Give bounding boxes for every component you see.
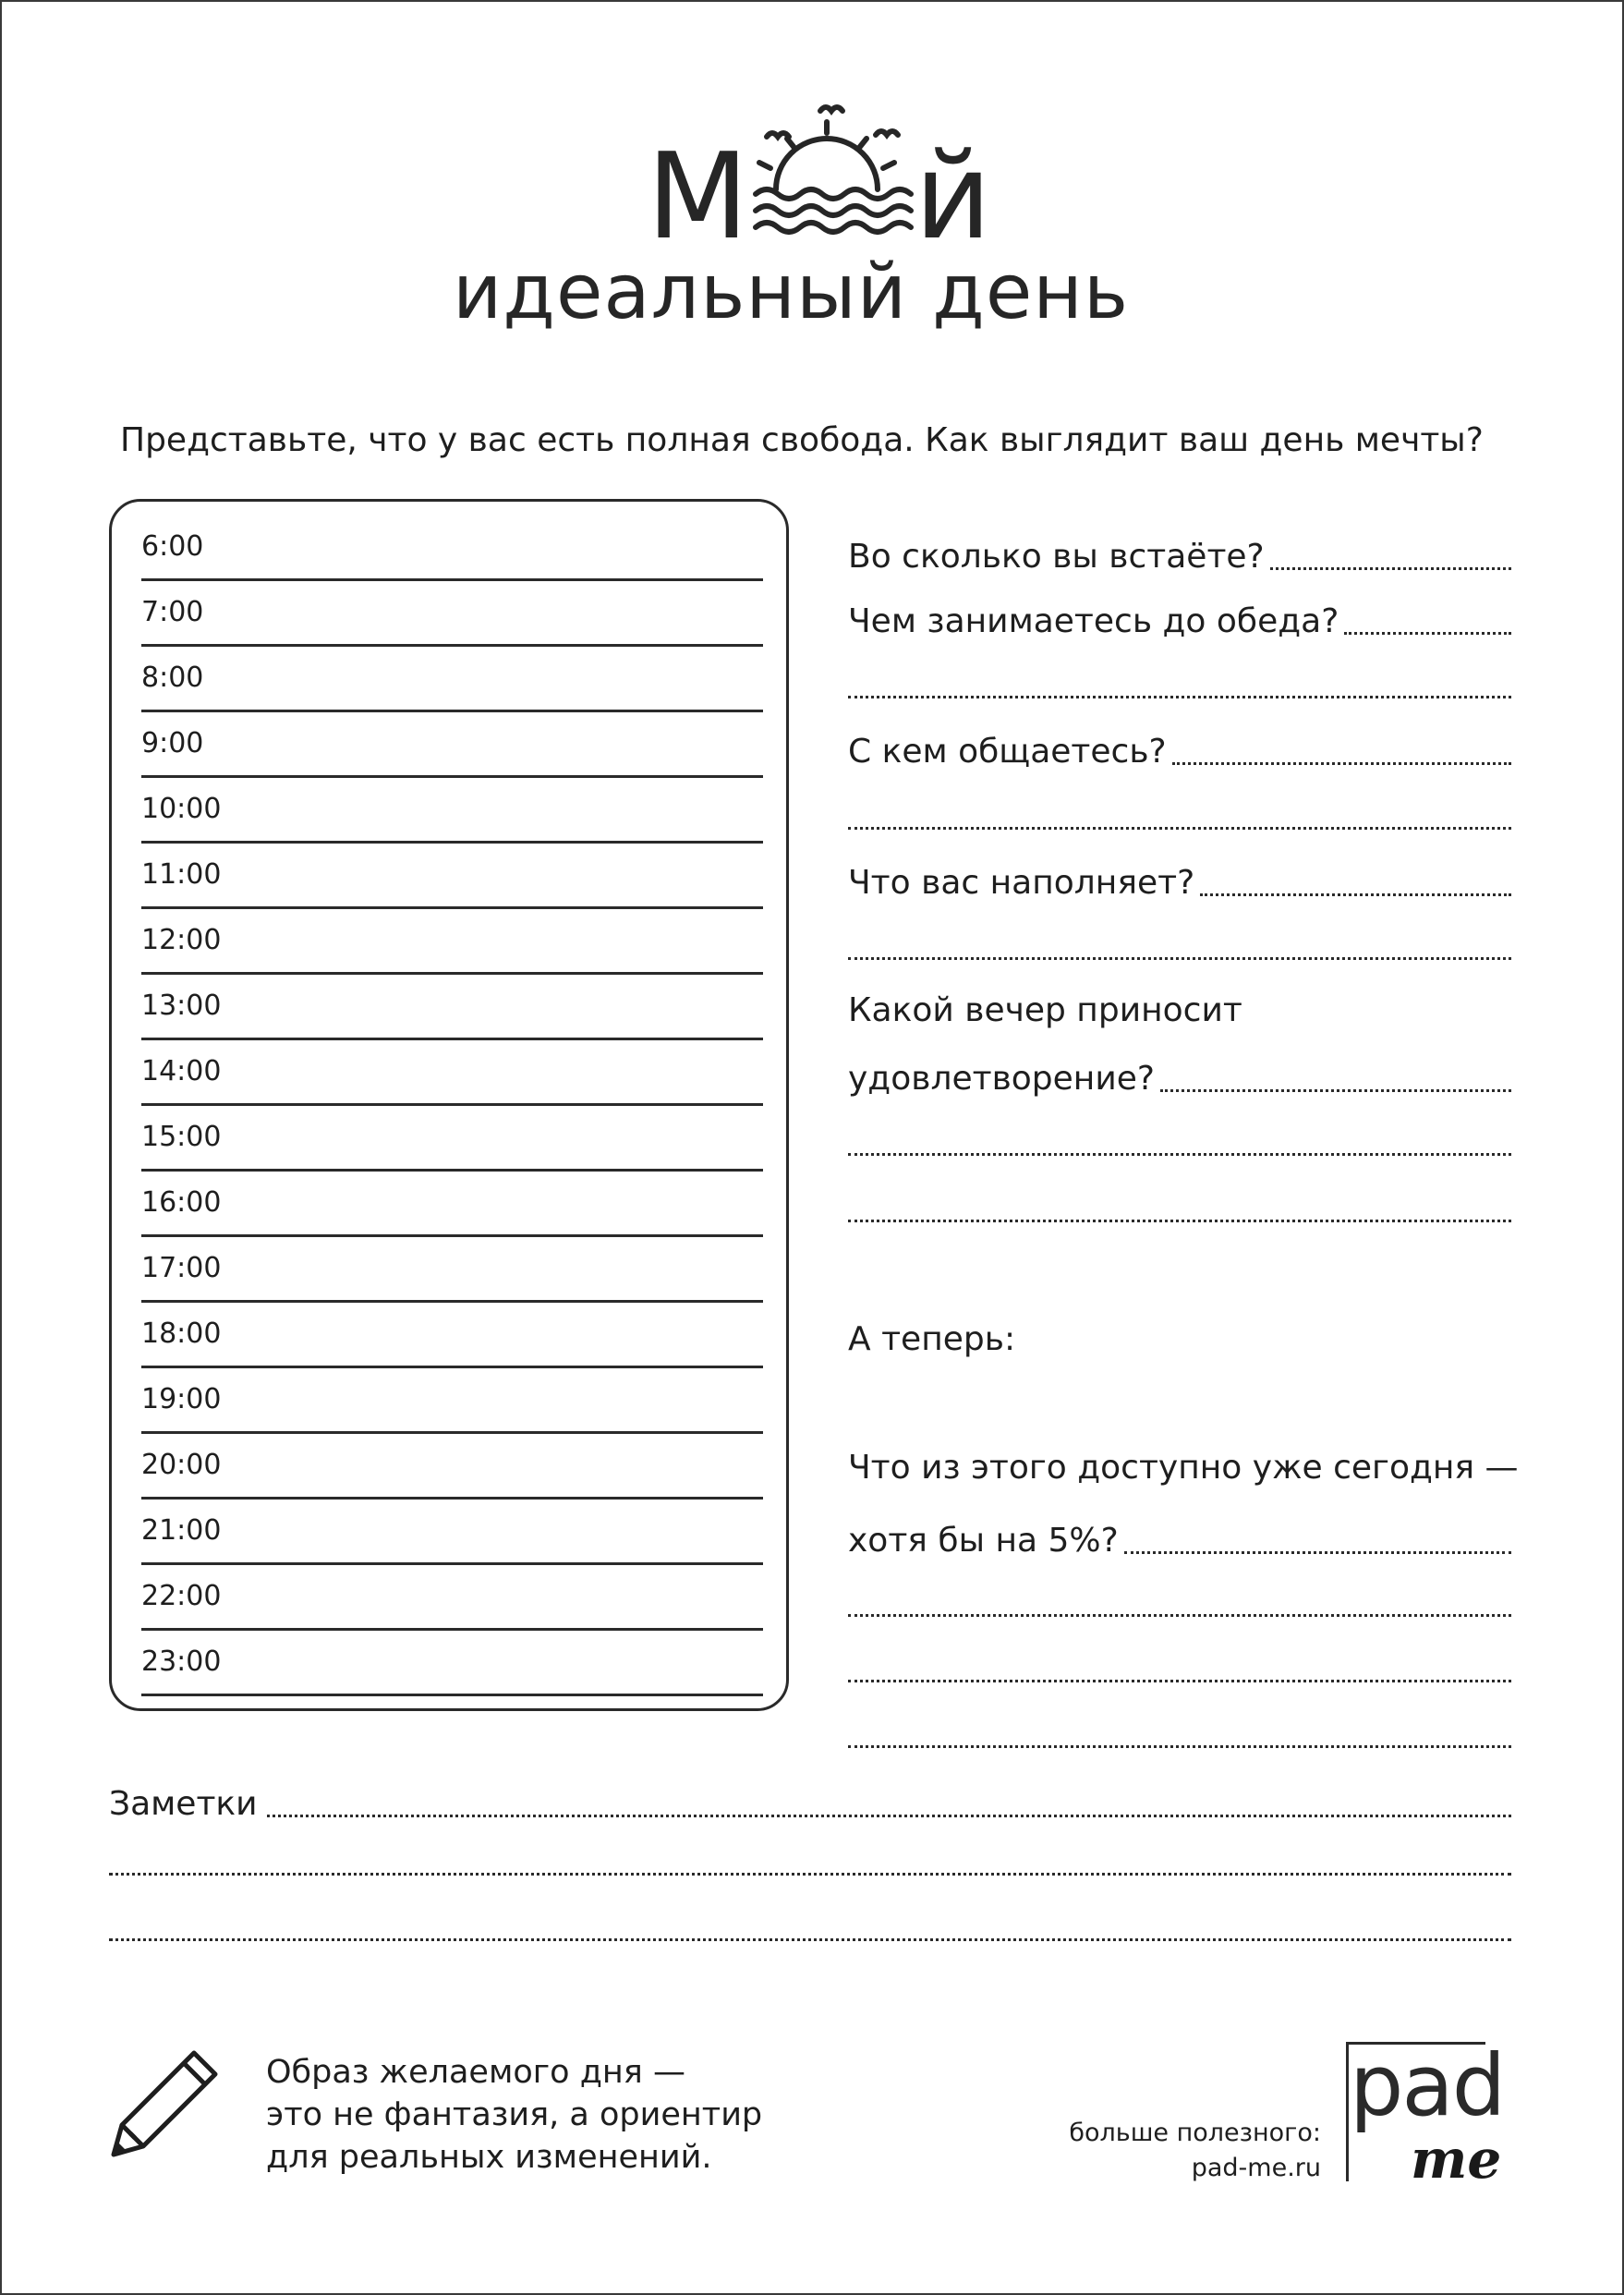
question-today[interactable] [848,1515,1511,1561]
schedule-slot[interactable] [141,1237,763,1303]
intro-text: Представьте, что у вас есть полная свобода. Как выглядит ваш день мечты? [120,421,1484,459]
slot-time: 18:00 [141,1318,222,1350]
now-label: А теперь: [848,1320,1016,1358]
schedule-slot[interactable] [141,1303,763,1368]
slot-time: 20:00 [141,1449,222,1481]
notes-line[interactable] [109,1938,1511,1941]
schedule-slot[interactable] [141,909,763,975]
schedule-slot[interactable] [141,1106,763,1172]
quote-line: Образ желаемого дня — [266,2054,685,2091]
answer-line[interactable] [1270,567,1511,570]
question-evening[interactable] [848,1053,1511,1099]
slot-time: 11:00 [141,858,222,891]
logo-me: me [1411,2128,1502,2191]
schedule-slot[interactable] [141,581,763,647]
slot-time: 15:00 [141,1121,222,1153]
question-evening-label-2: удовлетворение? [848,1060,1155,1098]
answer-line[interactable] [1160,1089,1511,1092]
title-line2: идеальный день [453,249,1130,336]
answer-line[interactable] [848,696,1511,698]
answer-line[interactable] [1124,1551,1511,1554]
title-letter-i: й [915,128,994,266]
question-wake-label: Во сколько вы встаёте? [848,538,1265,576]
question-fills[interactable] [848,857,1511,904]
slot-time: 14:00 [141,1055,222,1087]
site-link[interactable]: pad-me.ru [1191,2154,1321,2182]
quote-line: для реальных изменений. [266,2139,712,2176]
slot-time: 12:00 [141,924,222,956]
question-people[interactable] [848,726,1511,772]
slot-time: 6:00 [141,530,204,563]
slot-time: 23:00 [141,1645,222,1678]
schedule-slot[interactable] [141,1565,763,1631]
sun-over-waves-icon [739,102,915,249]
question-today-label-1: Что из этого доступно уже сегодня — [848,1449,1519,1487]
slot-time: 8:00 [141,662,204,694]
question-people-label: С кем общаетесь? [848,733,1167,771]
schedule-slot[interactable] [141,1434,763,1500]
more-useful [1016,2116,1321,2186]
notes-line[interactable] [267,1815,1511,1817]
slot-time: 10:00 [141,793,222,825]
question-fills-label: Что вас наполняет? [848,864,1195,902]
schedule-slot[interactable] [141,712,763,778]
schedule-slot[interactable] [141,778,763,844]
schedule-slot[interactable] [141,1040,763,1106]
title-letter-m: М [647,128,751,266]
slot-time: 19:00 [141,1383,222,1415]
slot-time: 22:00 [141,1580,222,1612]
answer-line[interactable] [1172,762,1511,765]
schedule-slot[interactable] [141,647,763,712]
pencil-icon [106,2042,226,2162]
notes[interactable] [109,1779,1511,1825]
logo-pad: pad [1350,2036,1505,2135]
slot-time: 7:00 [141,596,204,628]
slot-time: 21:00 [141,1514,222,1547]
answer-line[interactable] [848,1614,1511,1617]
question-evening-label-1: Какой вечер приносит [848,991,1242,1029]
answer-line[interactable] [848,1745,1511,1748]
answer-line[interactable] [848,1680,1511,1682]
question-morning[interactable] [848,596,1511,642]
quote-line: это не фантазия, а ориентир [266,2096,763,2133]
more-label: больше полезного: [1069,2119,1321,2147]
schedule-slot[interactable] [141,1500,763,1565]
notes-line[interactable] [109,1873,1511,1876]
pad-me-logo [1344,2033,1520,2190]
schedule-slot[interactable] [141,844,763,909]
question-morning-label: Чем занимаетесь до обеда? [848,602,1339,640]
slot-time: 13:00 [141,990,222,1022]
slot-time: 16:00 [141,1186,222,1219]
answer-line[interactable] [1344,632,1511,635]
schedule-slot[interactable] [141,1631,763,1696]
schedule-slot[interactable] [141,975,763,1040]
question-today-label-2: хотя бы на 5%? [848,1522,1119,1560]
quote [266,2051,762,2179]
answer-line[interactable] [1200,893,1511,896]
schedule-box [109,499,789,1711]
schedule-slot[interactable] [141,1172,763,1237]
notes-label: Заметки [109,1785,258,1823]
question-wake[interactable] [848,531,1511,577]
schedule-slot[interactable] [141,1368,763,1434]
answer-line[interactable] [848,957,1511,960]
slot-time: 17:00 [141,1252,222,1284]
answer-line[interactable] [848,1153,1511,1156]
schedule-slot[interactable] [141,516,763,581]
answer-line[interactable] [848,827,1511,830]
answer-line[interactable] [848,1220,1511,1222]
slot-time: 9:00 [141,727,204,759]
